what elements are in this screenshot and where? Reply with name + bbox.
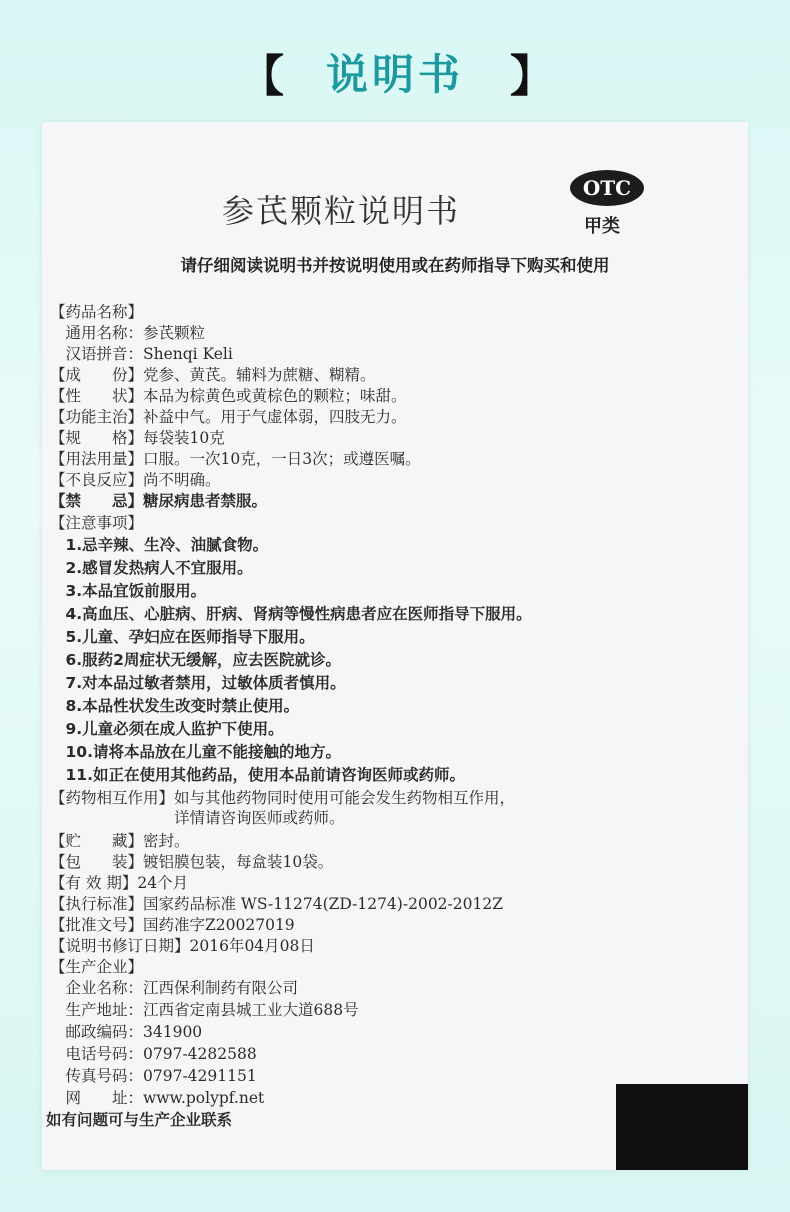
precaution-item: 8.本品性状发生改变时禁止使用。 [50, 697, 300, 715]
storage: 【贮 藏】密封。 [50, 832, 190, 850]
postal-code: 邮政编码：341900 [50, 1023, 203, 1041]
packaging: 【包 装】镀铝膜包装，每盒装10袋。 [50, 853, 334, 871]
pinyin-name: 汉语拼音：Shenqi Keli [50, 345, 233, 363]
approval-number: 【批准文号】国药准字Z20027019 [50, 916, 295, 934]
phone-number: 电话号码：0797-4282588 [50, 1045, 257, 1063]
precaution-item: 7.对本品过敏者禁用，过敏体质者慎用。 [50, 674, 346, 692]
banner-title: 说明书 [325, 50, 464, 99]
section-manufacturer: 【生产企业】 [50, 958, 144, 976]
banner-header [0, 0, 790, 122]
generic-name: 通用名称：参芪颗粒 [50, 324, 206, 342]
revision-date: 【说明书修订日期】2016年04月08日 [50, 937, 315, 955]
standard: 【执行标准】国家药品标准 WS-11274(ZD-1274)-2002-2012Z [50, 895, 503, 913]
appearance: 【性 状】本品为棕黄色或黄棕色的颗粒；味甜。 [50, 387, 407, 405]
contraindications: 【禁 忌】糖尿病患者禁服。 [50, 492, 268, 510]
specification: 【规 格】每袋装10克 [50, 429, 225, 447]
usage-warning: 请仔细阅读说明书并按说明使用或在药师指导下购买和使用 [180, 256, 610, 275]
precaution-item: 5.儿童、孕妇应在医师指导下服用。 [50, 628, 315, 646]
precaution-item: 4.高血压、心脏病、肝病、肾病等慢性病患者应在医师指导下服用。 [50, 605, 532, 623]
website: 网 址：www.polypf.net [50, 1089, 265, 1107]
right-bracket: 】 [510, 51, 554, 102]
dosage: 【用法用量】口服。一次10克，一日3次；或遵医嘱。 [50, 450, 421, 468]
contact-note: 如有问题可与生产企业联系 [46, 1111, 233, 1129]
adverse-reactions: 【不良反应】尚不明确。 [50, 471, 221, 489]
redacted-block [616, 1084, 748, 1170]
otc-class-label: 甲类 [584, 216, 620, 237]
section-precautions: 【注意事项】 [50, 514, 144, 532]
precaution-item: 10.请将本品放在儿童不能接触的地方。 [50, 743, 341, 761]
ingredients: 【成 份】党参、黄芪。辅料为蔗糖、糊精。 [50, 366, 376, 384]
left-bracket: 【 [240, 51, 284, 102]
precaution-item: 1.忌辛辣、生冷、油腻食物。 [50, 536, 269, 554]
company-name: 企业名称：江西保利制药有限公司 [50, 979, 299, 997]
precaution-item: 2.感冒发热病人不宜服用。 [50, 559, 253, 577]
precaution-item: 6.服药2周症状无缓解，应去医院就诊。 [50, 651, 341, 669]
indications: 【功能主治】补益中气。用于气虚体弱，四肢无力。 [50, 408, 407, 426]
company-address: 生产地址：江西省定南县城工业大道688号 [50, 1001, 359, 1019]
precaution-item: 3.本品宜饭前服用。 [50, 582, 207, 600]
fax-number: 传真号码：0797-4291151 [50, 1067, 257, 1085]
drug-interactions: 【药物相互作用】如与其他药物同时使用可能会发生药物相互作用， [50, 789, 516, 807]
section-drug-name: 【药品名称】 [50, 303, 144, 321]
precaution-item: 11.如正在使用其他药品，使用本品前请咨询医师或药师。 [50, 766, 465, 784]
instruction-sheet [42, 122, 748, 1170]
drug-interactions-cont: 详情请咨询医师或药师。 [50, 809, 345, 827]
otc-badge: OTC [570, 170, 644, 206]
document-title: 参芪颗粒说明书 [222, 192, 461, 230]
precaution-item: 9.儿童必须在成人监护下使用。 [50, 720, 284, 738]
shelf-life: 【有 效 期】24个月 [50, 874, 189, 892]
